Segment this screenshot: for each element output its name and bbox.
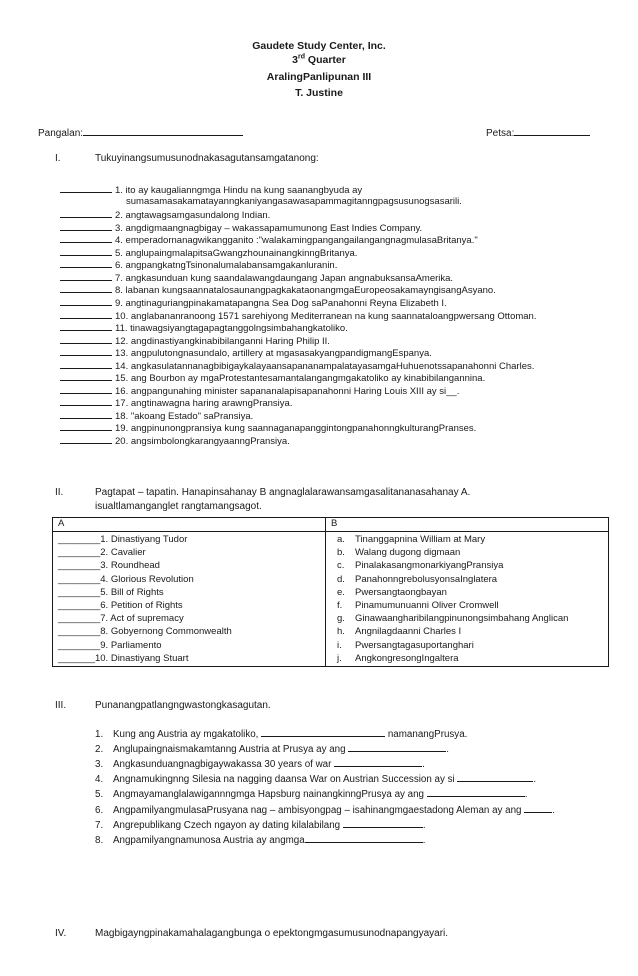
question-text: 20. angsimbolongkarangyaanngPransiya. bbox=[115, 436, 290, 447]
section3-title: Punanangpatlangngwastongkasagutan. bbox=[95, 700, 271, 711]
column-b-item bbox=[331, 546, 603, 559]
column-b-item bbox=[331, 599, 603, 612]
question-text: 1. ito ay kaugalianngmga Hindu na kung saanangbyuda ay bbox=[115, 185, 363, 196]
question-text: 18. "akoang Estado" saPransiya. bbox=[115, 410, 254, 422]
column-b-item bbox=[331, 573, 603, 586]
column-b-text: PinalakasangmonarkiyangPransiya bbox=[355, 560, 504, 572]
answer-blank bbox=[60, 371, 112, 381]
answer-blank bbox=[60, 183, 112, 193]
answer-blank bbox=[348, 742, 446, 752]
column-b-header: B bbox=[326, 518, 609, 532]
item-number: 4. bbox=[95, 774, 104, 786]
answer-blank bbox=[60, 434, 112, 444]
item-text: AngpamilyangmulasaPrusyana nag – ambisyongpag – isahinangmgaestadong Aleman ay ang bbox=[113, 804, 525, 816]
column-b-item bbox=[331, 612, 603, 625]
column-a-item: ________2. Cavalier bbox=[58, 547, 146, 559]
question-text: 13. angpulutongnasundalo, artillery at mgasasakyangpandigmangEspanya. bbox=[115, 348, 432, 360]
question-item bbox=[60, 233, 478, 246]
column-b-item bbox=[331, 586, 603, 599]
name-blank bbox=[83, 126, 243, 136]
question-text: 3. angdigmaangnagbigay – wakassapamumunong East Indies Company. bbox=[115, 222, 423, 234]
column-b-text: Pwersangtaongbayan bbox=[355, 586, 447, 598]
column-a-item: ________8. Gobyernong Commonwealth bbox=[58, 626, 232, 638]
column-b-text: Pwersangtagasuportanghari bbox=[355, 639, 474, 651]
section1-title: Tukuyinangsumusunodnakasagutansamgatanong: bbox=[95, 153, 319, 164]
item-text: Angnamukingnng Silesia na nagging daansa War on Austrian Succession ay si bbox=[113, 774, 458, 786]
column-b-text: Tinanggapnina William at Mary bbox=[355, 534, 486, 545]
question-text: 7. angkasunduan kung saandalawangdaungang Japan angnabuksansaAmerika. bbox=[115, 272, 454, 284]
item-suffix: . bbox=[552, 804, 555, 816]
section2-title-line2: isualtlamanganglet rangtamangsagot. bbox=[95, 501, 262, 512]
question-item bbox=[60, 334, 330, 347]
section3-number: III. bbox=[55, 700, 67, 711]
column-a-item: _______10. Dinastiyang Stuart bbox=[58, 652, 189, 664]
column-b-item bbox=[331, 652, 603, 665]
question-text: 12. angdinastiyangkinabibilanganni Haring Philip II. bbox=[115, 335, 330, 347]
question-text: 15. ang Bourbon ay mgaProtestantesamantalangangmgakatoliko ay kinabibilangannina. bbox=[115, 373, 486, 385]
quarter-label bbox=[0, 54, 638, 66]
column-b-text: PanahonngrebolusyonsaInglatera bbox=[355, 573, 498, 585]
answer-blank bbox=[261, 727, 385, 737]
question-text: 14. angkasulatannanagbibigaykalayaansapananampalatayasamgaHuhuenotssapanahonni Charles. bbox=[115, 360, 535, 372]
item-number: 2. bbox=[95, 744, 104, 756]
question-item bbox=[60, 309, 536, 322]
item-number: 6. bbox=[95, 804, 104, 816]
answer-blank bbox=[60, 421, 112, 431]
answer-blank bbox=[60, 409, 112, 419]
item-number: 7. bbox=[95, 819, 104, 831]
quarter-suffix: rd bbox=[297, 53, 305, 61]
column-b-letter: i. bbox=[337, 639, 342, 651]
answer-blank bbox=[60, 271, 112, 281]
column-b-text: Pinamumunuanni Oliver Cromwell bbox=[355, 599, 499, 611]
column-b-letter: a. bbox=[337, 534, 345, 545]
answer-blank bbox=[60, 283, 112, 293]
item-suffix: . bbox=[524, 789, 528, 801]
column-b-items bbox=[326, 532, 609, 667]
fill-in-item bbox=[95, 727, 467, 740]
column-a-items bbox=[53, 532, 326, 667]
item-number: 1. bbox=[95, 729, 104, 740]
item-text: Angmayamanglalawigannngmga Hapsburg nainangkinngPrusya ay ang bbox=[113, 789, 427, 801]
item-text: Anglupaingnaismakamtanng Austria at Prusya ay ang bbox=[113, 744, 349, 756]
fill-in-item bbox=[95, 833, 425, 846]
column-b-letter: d. bbox=[337, 573, 345, 585]
question-item bbox=[60, 183, 362, 196]
date-field bbox=[486, 126, 590, 139]
question-item bbox=[60, 434, 290, 447]
question-item bbox=[60, 321, 348, 334]
fill-in-item bbox=[95, 803, 555, 816]
item-text: Angrepublikang Czech ngayon ay dating kilalabilang bbox=[113, 819, 343, 831]
answer-blank bbox=[427, 787, 525, 797]
fill-in-item bbox=[95, 772, 536, 785]
column-a-header: A bbox=[53, 518, 326, 532]
item-suffix: namanangPrusya. bbox=[385, 729, 468, 740]
question-item bbox=[60, 258, 337, 271]
item-number: 8. bbox=[95, 834, 104, 846]
school-name: Gaudete Study Center, Inc. bbox=[252, 40, 386, 52]
answer-blank bbox=[60, 309, 112, 319]
section2-title-line1: Pagtapat – tapatin. Hanapinsahanay B angnaglalarawansamgasalitananasahanay A. bbox=[95, 487, 471, 498]
question-item bbox=[60, 208, 270, 221]
item-suffix: . bbox=[422, 834, 426, 846]
question-text: 6. angpangkatngTsinonalumalabansamgakanluranin. bbox=[115, 260, 338, 272]
question-item bbox=[60, 371, 485, 384]
subject-title: AralingPanlipunan III bbox=[266, 71, 372, 83]
matching-table bbox=[52, 517, 609, 667]
column-a-item: ________4. Glorious Revolution bbox=[58, 573, 194, 585]
column-b-letter: e. bbox=[337, 586, 345, 598]
question-text: 16. angpangunahing minister sapananalapisapanahonni Haring Louis XIII ay si__. bbox=[115, 385, 460, 397]
column-b-item bbox=[331, 559, 603, 572]
answer-blank bbox=[60, 359, 112, 369]
fill-in-item bbox=[95, 818, 426, 831]
column-b-letter: h. bbox=[337, 626, 345, 638]
question-item bbox=[60, 359, 534, 372]
column-a-item: ________5. Bill of Rights bbox=[58, 586, 164, 598]
question-item bbox=[60, 283, 496, 296]
column-b-letter: g. bbox=[337, 613, 345, 625]
item-text: Angkasunduangnagbigaywakassa 30 years of war bbox=[113, 759, 335, 771]
column-b-item bbox=[331, 533, 603, 546]
question-item bbox=[60, 221, 422, 234]
question-item-continuation bbox=[126, 196, 462, 207]
question-text: 9. angtinaguriangpinakamatapangna Sea Dog saPanahonni Reyna Elizabeth I. bbox=[115, 297, 447, 309]
quarter-word: Quarter bbox=[307, 54, 346, 66]
question-item bbox=[60, 421, 476, 434]
question-text: 5. anglupaingmalapitsaGwangzhounainangkinngBritanya. bbox=[115, 247, 358, 259]
column-a-item: ________6. Petition of Rights bbox=[58, 599, 183, 611]
question-text: sumasamasakamatayanngkaniyangasawasapammagitanngpagsusunogsasarili. bbox=[126, 195, 462, 207]
column-b-item bbox=[331, 625, 603, 638]
item-suffix: . bbox=[446, 744, 450, 756]
column-b-text: AngkongresongIngaltera bbox=[355, 652, 459, 664]
question-text: 8. labanan kungsaannatalosaunangpagkakataonangmgaEuropeosakamayngisangAsyano. bbox=[115, 285, 496, 297]
answer-blank bbox=[334, 757, 422, 767]
answer-blank bbox=[60, 334, 112, 344]
answer-blank bbox=[60, 233, 112, 243]
question-item bbox=[60, 384, 459, 397]
column-b-letter: b. bbox=[337, 547, 345, 559]
answer-blank bbox=[343, 818, 423, 828]
answer-blank bbox=[60, 396, 112, 406]
item-suffix: . bbox=[422, 819, 426, 831]
item-suffix: . bbox=[533, 774, 537, 786]
column-b-letter: c. bbox=[337, 560, 345, 572]
section2-number: II. bbox=[55, 487, 64, 498]
question-text: 11. tinawagsiyangtagapagtanggolngsimbahangkatoliko. bbox=[115, 323, 348, 335]
answer-blank bbox=[60, 296, 112, 306]
column-b-letter: j. bbox=[337, 652, 342, 664]
column-b-letter: f. bbox=[337, 599, 343, 611]
section4-title: Magbigayngpinakamahalagangbunga o epektongmgasumusunodnapangyayari. bbox=[95, 928, 449, 939]
column-b-text: Ginawaangharibilangpinunongsimbahang Anglican bbox=[355, 613, 569, 625]
answer-blank bbox=[457, 772, 533, 782]
item-number: 5. bbox=[95, 789, 104, 801]
answer-blank bbox=[60, 346, 112, 356]
column-b-text: Angnilagdaanni Charles I bbox=[355, 626, 462, 638]
answer-blank bbox=[60, 321, 112, 331]
answer-blank bbox=[60, 246, 112, 256]
teacher-name: T. Justine bbox=[295, 87, 343, 99]
question-text: 17. angtinawagna haring arawngPransiya. bbox=[115, 398, 293, 410]
item-text: Angpamilyangnamunosa Austria ay angmga bbox=[113, 834, 305, 846]
answer-blank bbox=[305, 833, 423, 843]
item-number: 3. bbox=[95, 759, 104, 771]
fill-in-item bbox=[95, 742, 449, 755]
column-b-text: Walang dugong digmaan bbox=[355, 547, 461, 559]
question-item bbox=[60, 396, 292, 409]
answer-blank bbox=[524, 803, 552, 813]
fill-in-item bbox=[95, 757, 425, 770]
section1-number: I. bbox=[55, 153, 61, 164]
quarter-number: 3 bbox=[292, 54, 298, 66]
section4-number: IV. bbox=[55, 928, 67, 939]
column-a-item: ________3. Roundhead bbox=[58, 560, 160, 572]
answer-blank bbox=[60, 208, 112, 218]
column-a-item: ________7. Act of supremacy bbox=[58, 613, 184, 625]
question-item bbox=[60, 296, 447, 309]
question-text: 2. angtawagsamgasundalong Indian. bbox=[115, 210, 271, 222]
question-item bbox=[60, 346, 432, 359]
item-suffix: . bbox=[422, 759, 425, 771]
item-text: Kung ang Austria ay mgakatoliko, bbox=[113, 729, 262, 740]
name-field bbox=[38, 126, 243, 139]
answer-blank bbox=[60, 221, 112, 231]
date-label: Petsa: bbox=[486, 128, 515, 139]
name-label: Pangalan: bbox=[38, 128, 84, 139]
question-item bbox=[60, 271, 453, 284]
question-item bbox=[60, 246, 357, 259]
column-b-item bbox=[331, 639, 603, 652]
date-blank bbox=[514, 126, 590, 136]
answer-blank bbox=[60, 258, 112, 268]
question-text: 4. emperadornanagwikangganito :"walakamingpangangailangangnagmulasaBritanya." bbox=[115, 235, 478, 247]
answer-blank bbox=[60, 384, 112, 394]
question-item bbox=[60, 409, 253, 422]
question-text: 19. angpinunongpransiya kung saannaganapanggintongpanahonngkulturangPranses. bbox=[115, 423, 477, 435]
question-text: 10. anglabananranoong 1571 sarehiyong Mediterranean na kung saannataloangpwersang Ottoman. bbox=[115, 310, 537, 322]
fill-in-item bbox=[95, 787, 527, 800]
column-a-item: ________1. Dinastiyang Tudor bbox=[58, 534, 188, 545]
column-a-item: ________9. Parliamento bbox=[58, 639, 162, 651]
